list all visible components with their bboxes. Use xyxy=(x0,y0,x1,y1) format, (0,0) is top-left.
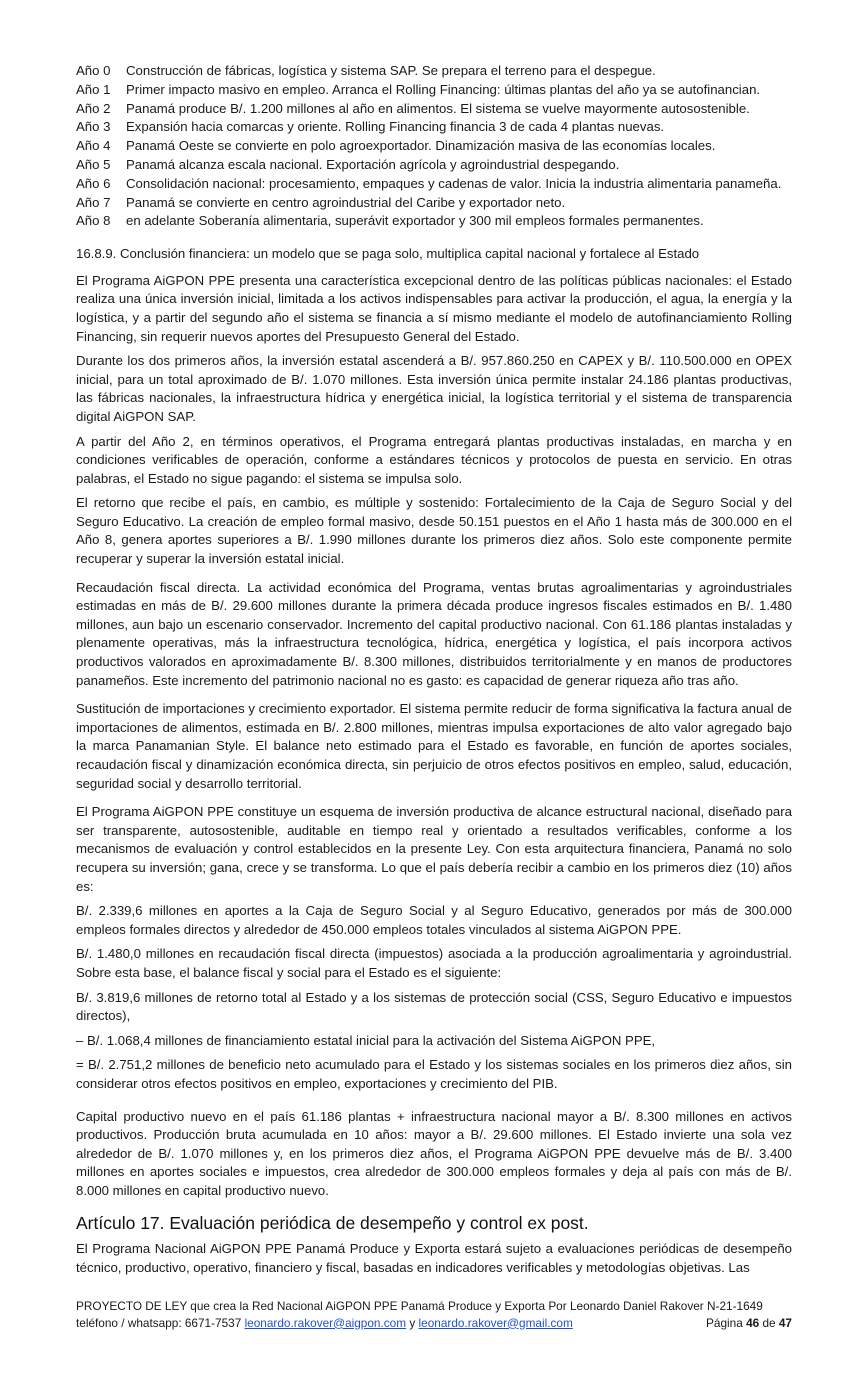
timeline-row xyxy=(76,81,792,100)
year-description: en adelante Soberanía alimentaria, superávit exportador y 300 mil empleos formales permanentes. xyxy=(126,213,704,229)
paragraph: Sustitución de importaciones y crecimiento exportador. El sistema permite reducir de forma significativa la factura anual de importaciones de alimentos, estimada en B/. 2.800 millones, mientras impulsa exportaciones de alto valor agregado bajo la marca Panamanian Style. El balance neto estimado para el Estado es favorable, en función de aportes sociales, recaudación fiscal y dinamización económica directa, sin perjuicio de otros efectos positivos en empleo, salud, educación, seguridad social y desarrollo territorial. xyxy=(76,701,792,791)
footer-title: PROYECTO DE LEY que crea la Red Nacional AiGPON PPE Panamá Produce y Exporta Por Leonardo Daniel Rakover N-21-1649 xyxy=(76,1299,763,1313)
year-label: Año 4 xyxy=(76,138,111,154)
page-total: 47 xyxy=(778,1315,792,1330)
page-footer xyxy=(76,1298,792,1331)
page-number xyxy=(706,1315,792,1332)
footer-joiner: y xyxy=(406,1315,419,1330)
paragraph: B/. 2.339,6 millones en aportes a la Caja de Seguro Social y al Seguro Educativo, generados por más de 300.000 empleos formales directos y alrededor de 450.000 empleos totales vinculados al sistema AiGPON PPE. xyxy=(76,903,792,937)
paragraph: B/. 1.480,0 millones en recaudación fiscal directa (impuestos) asociada a la producción agroalimentaria y agroindustrial. Sobre esta base, el balance fiscal y social para el Estado es el siguiente: xyxy=(76,946,792,980)
article-paragraph: El Programa Nacional AiGPON PPE Panamá Produce y Exporta estará sujeto a evaluaciones periódicas de desempeño técnico, productivo, operativo, financiero y fiscal, basadas en indicadores verificables y metodologías objetivas. Las xyxy=(76,1241,792,1276)
footer-contact xyxy=(76,1315,573,1332)
timeline-row xyxy=(76,156,792,175)
timeline-row xyxy=(76,118,792,137)
timeline-row xyxy=(76,175,792,194)
year-description: Panamá se convierte en centro agroindustrial del Caribe y exportador neto. xyxy=(126,194,566,210)
paragraph: A partir del Año 2, en términos operativos, el Programa entregará plantas productivas instaladas, en marcha y en condiciones verificables de operación, conforme a estándares técnicos y protocolos de puesta en servicio. En otras palabras, el Estado no sigue pagando: el sistema se impulsa solo. xyxy=(76,433,792,486)
year-description: Panamá Oeste se convierte en polo agroexportador. Dinamización masiva de las economías locales. xyxy=(126,138,716,154)
timeline-row xyxy=(76,212,792,231)
paragraph: – B/. 1.068,4 millones de financiamiento estatal inicial para la activación del Sistema AiGPON PPE, xyxy=(76,1032,656,1048)
year-label: Año 3 xyxy=(76,119,111,135)
timeline-row xyxy=(76,137,792,156)
page-mid: de xyxy=(759,1315,779,1330)
year-description: Panamá produce B/. 1.200 millones al año en alimentos. El sistema se vuelve mayormente autosostenible. xyxy=(126,100,750,116)
year-label: Año 1 xyxy=(76,81,111,97)
paragraph: Recaudación fiscal directa. La actividad económica del Programa, ventas brutas agroalimentarias y agroindustriales estimadas en más de B/. 29.600 millones durante la primera década produce ingresos fiscales estimados en B/. 1.480 millones, aun bajo un escenario conservador. Incremento del capital productivo nacional. Con 61.186 plantas instaladas y plenamente operativas, más la infraestructura tecnológica, hídrica, energética y logística, el país incorpora activos productivos valorados en aproximadamente B/. 8.300 millones, distribuidos territorialmente y en manos de productores panameños. Este incremento del patrimonio nacional no es gasto: es capacidad de generar riqueza año tras año. xyxy=(76,579,792,688)
article-title: Artículo 17. Evaluación periódica de desempeño y control ex post. xyxy=(76,1213,589,1234)
year-timeline xyxy=(76,62,792,231)
paragraph: El Programa AiGPON PPE constituye un esquema de inversión productiva de alcance estructural nacional, diseñado para ser transparente, autosostenible, auditable en tiempo real y orientado a resultados verificables, conforme a los mecanismos de evaluación y control establecidos en la presente Ley. Con esta arquitectura financiera, Panamá no solo recupera su inversión; gana, crece y se transforma. Lo que el país debería recibir a cambio en los primeros diez (10) años es: xyxy=(76,804,792,894)
footer-contact-row xyxy=(76,1315,792,1332)
year-description: Expansión hacia comarcas y oriente. Rolling Financing financia 3 de cada 4 plantas nuevas. xyxy=(126,119,665,135)
year-label: Año 0 xyxy=(76,63,111,78)
paragraph: = B/. 2.751,2 millones de beneficio neto acumulado para el Estado y los sistemas sociales en los primeros diez años, sin considerar otros efectos positivos en empleo, exportaciones y crecimiento del PIB. xyxy=(76,1057,792,1091)
paragraph: El Programa AiGPON PPE presenta una característica excepcional dentro de las políticas públicas nacionales: el Estado realiza una única inversión inicial, limitada a los activos indispensables para activar la producción, el agua, la energía y la logística, y a partir del segundo año el sistema se financia a sí mismo mediante el modelo de autofinanciamiento Rolling Financing, sin requerir nuevos aportes del Presupuesto General del Estado. xyxy=(76,272,792,344)
paragraph: Durante los dos primeros años, la inversión estatal ascenderá a B/. 957.860.250 en CAPEX y B/. 110.500.000 en OPEX inicial, para un total aproximado de B/. 1.070 millones. Esta inversión única permite instalar 24.186 plantas productivas, las fábricas nacionales, la infraestructura hídrica y energética inicial, la logística territorial y el sistema de transparencia digital AiGPON SAP. xyxy=(76,353,792,424)
year-label: Año 6 xyxy=(76,175,111,191)
paragraph: El retorno que recibe el país, en cambio, es múltiple y sostenido: Fortalecimiento de la Caja de Seguro Social y del Seguro Educativo. La creación de empleo formal masivo, desde 50.151 puestos en el Año 1 hasta más de 300.000 en el Año 8, genera aportes superiores a B/. 1.990 millones durante los primeros diez años. Solo este componente permite recuperar y superar la inversión estatal inicial. xyxy=(76,495,792,567)
document-page xyxy=(76,62,792,1284)
paragraph: B/. 3.819,6 millones de retorno total al Estado y a los sistemas de protección social (CSS, Seguro Educativo e impuestos directos), xyxy=(76,989,792,1024)
footer-phone: teléfono / whatsapp: 6671-7537 xyxy=(76,1315,245,1330)
year-description: Primer impacto masivo en empleo. Arranca el Rolling Financing: últimas plantas del año ya se autofinancian. xyxy=(126,81,761,97)
year-description: Panamá alcanza escala nacional. Exportación agrícola y agroindustrial despegando. xyxy=(126,156,620,172)
email-link-aigpon[interactable]: leonardo.rakover@aigpon.com xyxy=(244,1315,407,1330)
email-link-gmail[interactable]: leonardo.rakover@gmail.com xyxy=(418,1315,573,1330)
timeline-row xyxy=(76,100,792,119)
year-label: Año 2 xyxy=(76,100,111,116)
timeline-row xyxy=(76,194,792,213)
paragraph: Capital productivo nuevo en el país 61.186 plantas + infraestructura nacional mayor a B/. 8.300 millones en activos productivos. Producción bruta acumulada en 10 años: mayor a B/. 29.600 millones. El Estado invierte una sola vez alrededor de B/. 1.070 millones y, en los primeros diez años, el Programa AiGPON PPE devuelve más de B/. 3.400 millones en aportes sociales e impuestos, crea alrededor de 300.000 empleos formales y deja al país con más de B/. 8.000 millones en capital productivo nuevo. xyxy=(76,1108,792,1198)
year-label: Año 8 xyxy=(76,213,111,229)
page-current: 46 xyxy=(746,1315,760,1330)
year-label: Año 7 xyxy=(76,194,111,210)
section-heading: 16.8.9. Conclusión financiera: un modelo que se paga solo, multiplica capital nacional y fortalece al Estado xyxy=(76,246,700,262)
timeline-row xyxy=(76,62,792,81)
page-prefix: Página xyxy=(706,1315,747,1330)
year-label: Año 5 xyxy=(76,156,111,172)
year-description: Construcción de fábricas, logística y sistema SAP. Se prepara el terreno para el despegue. xyxy=(126,63,656,78)
year-description: Consolidación nacional: procesamiento, empaques y cadenas de valor. Inicia la industria alimentaria panameña. xyxy=(126,175,782,191)
